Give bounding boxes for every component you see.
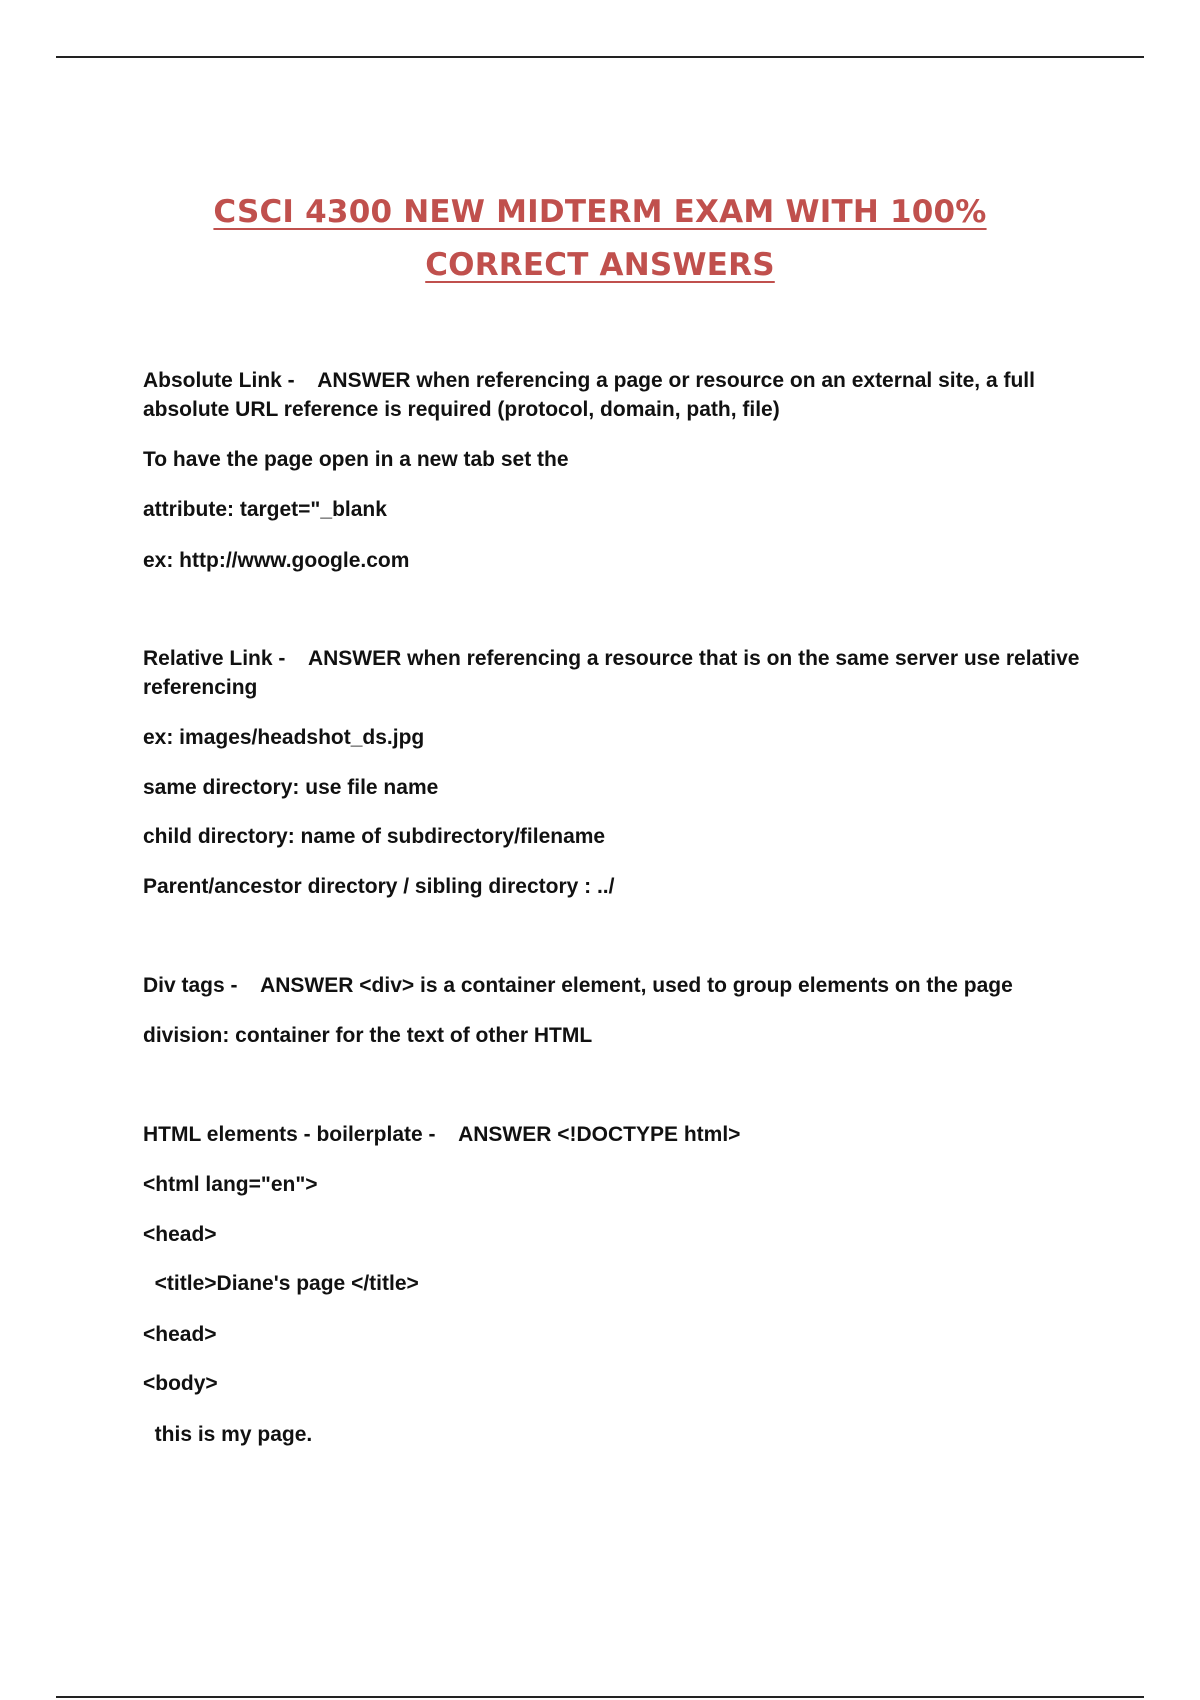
entry-answer: <!DOCTYPE html> [557,1123,741,1146]
entry-detail: ex: images/headshot_ds.jpg [143,726,425,749]
answer-keyword: ANSWER [317,369,411,392]
code-line: <head> [143,1223,217,1246]
entry-detail: division: container for the text of other HTML [143,1024,593,1047]
entry-detail: To have the page open in a new tab set the [143,448,569,471]
entry-answer: when referencing a resource that is on the same server use relative referencing [143,647,1080,699]
entry-detail: same directory: use file name [143,776,439,799]
title-line-2: CORRECT ANSWERS [425,247,775,283]
entry-detail: child directory: name of subdirectory/filename [143,825,606,848]
entry-absolute-link [143,366,1083,424]
code-line: this is my page. [143,1423,313,1446]
entry-term: HTML elements - boilerplate - [143,1123,458,1146]
title-line-1: CSCI 4300 NEW MIDTERM EXAM WITH 100% [213,194,987,230]
bottom-rule [56,1696,1144,1698]
answer-keyword: ANSWER [260,974,354,997]
entry-detail: attribute: target="_blank [143,498,387,521]
entry-detail: ex: http://www.google.com [143,549,410,572]
answer-keyword: ANSWER [458,1123,552,1146]
entry-term: Absolute Link - [143,369,317,392]
entry-answer: <div> is a container element, used to group elements on the page [359,974,1013,997]
entry-term: Relative Link - [143,647,308,670]
entry-detail: Parent/ancestor directory / sibling directory : ../ [143,875,615,898]
code-line: <html lang="en"> [143,1173,318,1196]
code-line: <head> [143,1323,217,1346]
code-line: <body> [143,1372,218,1395]
entry-div-tags [143,971,1083,1000]
entry-relative-link [143,644,1083,702]
code-line: <title>Diane's page </title> [143,1272,419,1295]
entry-html-boilerplate [143,1120,1083,1149]
entry-answer: when referencing a page or resource on an external site, a full absolute URL reference is required (protocol, domain, path, file) [143,369,1035,421]
entry-term: Div tags - [143,974,260,997]
answer-keyword: ANSWER [307,647,402,670]
